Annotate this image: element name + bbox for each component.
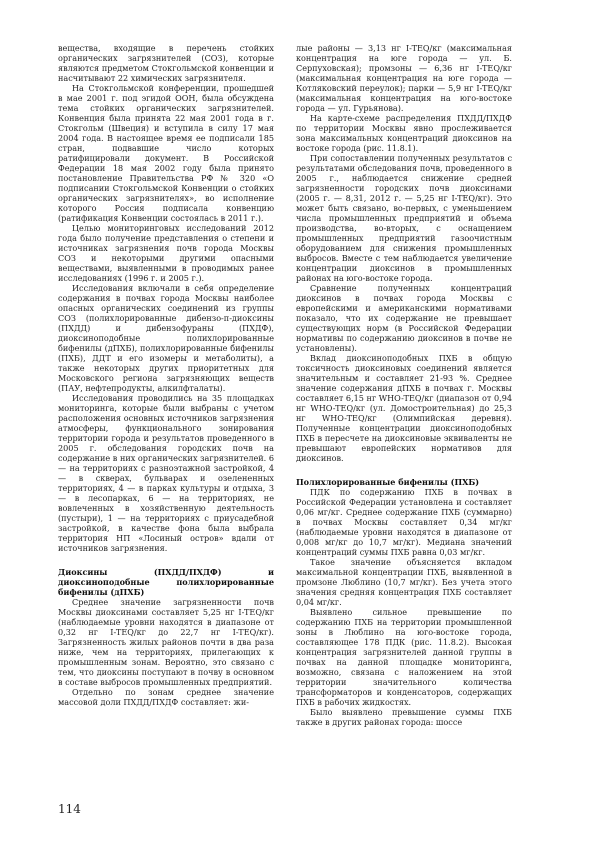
paragraph: При сопоставлении полученных результатов с результатами обследования почв, проведенного в 2005 г., наблюдается снижение средней загрязненности городских почв диоксинами (2005 г. — 8,31, 2012 г. — 5,25 нг I-TEQ/кг). Это может быть связано, во-первых, с уменьшением числа промышленных предприятий и объема производства, во-вторых, с оснащением промышленных предприятий газоочистным оборудованием для снижения промышленных выбросов. Вместе с тем наблюдается увеличение концентрации диоксинов в промышленных районах на юго-востоке города. <box>296 153 512 283</box>
paragraph: Целью мониторинговых исследований 2012 года было получение представления о степени и источниках загрязнения почв города Москвы СОЗ и некоторыми другими опасными веществами, выявленными в проводимых ранее исследованиях (1996 г. и 2005 г.). <box>58 223 274 283</box>
paragraph: Исследования проводились на 35 площадках мониторинга, которые были выбраны с учетом расположения основных источников загрязнения атмосферы, функционального зонирования территории города и результатов проведенного в 2005 г. обследования городских почв на содержание в них органических загрязнителей. 6 — на территориях с разноэтажной застройкой, 4 — в скверах, бульварах и озелененных территориях, 4 — в парках культуры и отдыха, 3 — в лесопарках, 6 — на территориях, не вовлеченных в хозяйственную деятельность (пустыри), 1 — на территориях с приусадебной застройкой, в качестве фона была выбрала территория НП «Лосиный остров» вдали от источников загрязнения. <box>58 393 274 553</box>
paragraph: Вклад диоксиноподобных ПХБ в общую токсичность диоксиновых соединений является значительным и составляет 21-93 %. Среднее значение содержания дПХБ в почвах г. Москвы составляет 6,15 нг WHO-TEQ/кг (диапазон от 0,94 нг WHO-TEQ/кг (ул. Домостроительная) до 25,3 нг WHO-TEQ/кг (Олимпийская деревня). Полученные концентрации диоксиноподобных ПХБ в пересчете на диоксиновые эквиваленты не превышают европейских нормативов для диоксинов. <box>296 353 512 463</box>
paragraph: Среднее значение загрязненности почв Москвы диоксинами составляет 5,25 нг I-TEQ/кг (наблюдаемые уровни находятся в диапазоне от 0,32 нг I-TEQ/кг до 22,7 нг I-TEQ/кг). Загрязненность жилых районов почти в два раза ниже, чем на территориях, прилегающих к промышленным зонам. Вероятно, это связано с тем, что диоксины поступают в почву в основном в составе выбросов промышленных предприятий. <box>58 597 274 687</box>
paragraph: Исследования включали в себя определение содержания в почвах города Москвы наиболее опасных органических соединений из группы СОЗ (полихлорированные дибензо-п-диоксины (ПХДД) и дибензофураны (ПХДФ), диоксиноподобные полихлорированные бифенилы (дПХБ), полихлорированные бифенилы (ПХБ), ДДТ и его изомеры и метаболиты), а также некоторых других приоритетных для Московского региона загрязняющих веществ (ПАУ, нефтепродукты, алкилфталаты). <box>58 283 274 393</box>
paragraph: Такое значение объясняется вкладом максимальной концентрации ПХБ, выявленной в промзоне Люблино (10,7 мг/кг). Без учета этого значения средняя концентрация ПХБ составляет 0,04 мг/кг. <box>296 557 512 607</box>
paragraph: лые районы — 3,13 нг I-TEQ/кг (максимальная концентрация на юге города — ул. Б. Серпуховская); промзоны — 6,36 нг I-TEQ/кг (максимальная концентрация на юге города — Котляковский переулок); парки — 5,9 нг I-TEQ/кг (максимальная концентрация на юго-востоке города — ул. Гурьянова). <box>296 43 512 113</box>
page-number: 114 <box>58 802 81 816</box>
right-column <box>296 43 512 727</box>
section-heading: Полихлорированные бифенилы (ПХБ) <box>296 477 480 487</box>
paragraph: На Стокгольмской конференции, прошедшей в мае 2001 г. под эгидой ООН, была обсуждена тема стойких органических загрязнителей. Конвенция была принята 22 мая 2001 года в г. Стокгольм (Швеция) и вступила в силу 17 мая 2004 года. В настоящее время ее подписали 185 стран, подвавшие число которых ратифицировали документ. В Российской Федерации 18 мая 2002 году была принято постановление Правительства РФ № 320 «О подписании Стокгольмской Конвенции о стойких органических загрязнителях», во исполнение которого Россия подписала конвенцию (ратификация Конвенции состоялась в 2011 г.). <box>58 83 274 223</box>
paragraph: На карте-схеме распределения ПХДД/ПХДФ по территории Москвы явно прослеживается зона максимальных концентраций диоксинов на востоке города (рис. 11.8.1). <box>296 113 512 153</box>
paragraph: Выявлено сильное превышение по содержанию ПХБ на территории промышленной зоны в Люблино на юго-востоке города, составляющее 178 ПДК (рис. 11.8.2). Высокая концентрация загрязнителей данной группы в почвах на данной площадке мониторинга, возможно, связана с наложением на этой территории значительного количества трансформаторов и конденсаторов, содержащих ПХБ в рабочих жидкостях. <box>296 607 512 707</box>
paragraph: Сравнение полученных концентраций диоксинов в почвах города Москвы с европейскими и американскими нормативами показало, что их содержание не превышает существующих норм (в Российской Федерации нормативы по содержанию диоксинов в почве не установлены). <box>296 283 512 353</box>
paragraph: Было выявлено превышение суммы ПХБ также в других районах города: шоссе <box>296 707 512 727</box>
paragraph: Отдельно по зонам среднее значение массовой доли ПХДД/ПХДФ составляет: жи- <box>58 687 274 707</box>
section-heading: Диоксины (ПХДД/ПХДФ) и диоксиноподобные полихлорированные бифенилы (дПХБ) <box>58 567 274 597</box>
paragraph: ПДК по содержанию ПХБ в почвах в Российской Федерации установлена и составляет 0,06 мг/кг. Среднее содержание ПХБ (суммарно) в почвах Москвы составляет 0,34 мг/кг (наблюдаемые уровни находятся в диапазоне от 0,008 мг/кг до 10,7 мг/кг). Медиана значений концентраций суммы ПХБ равна 0,03 мг/кг. <box>296 487 512 557</box>
paragraph: вещества, входящие в перечень стойких органических загрязнителей (СОЗ), которые являются предметом Стокгольмской конвенции и насчитывают 22 химических загрязнителя. <box>58 43 274 83</box>
left-column <box>58 43 274 707</box>
